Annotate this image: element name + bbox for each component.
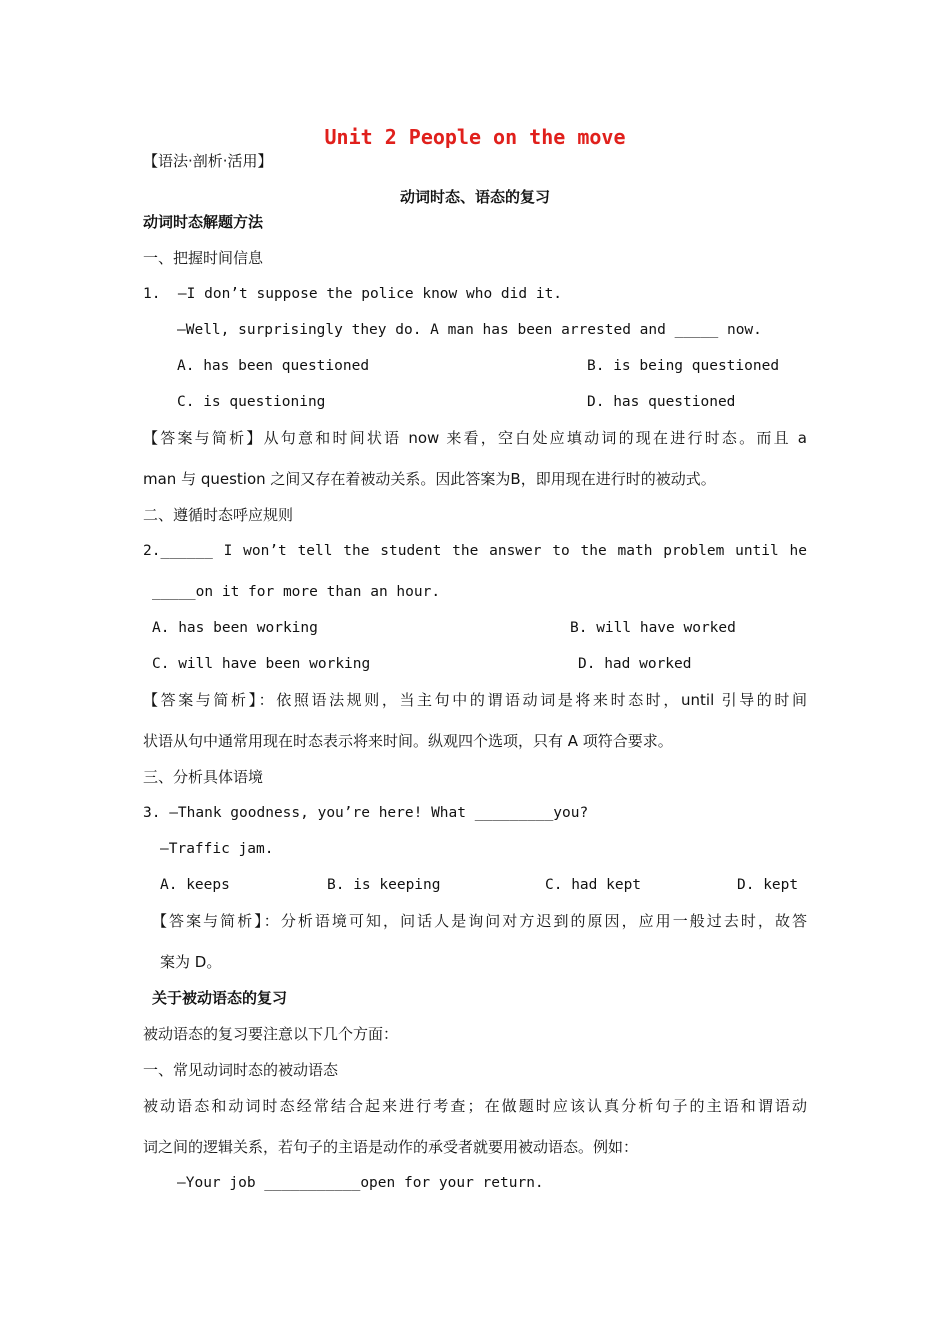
question-1-line-2: —Well, surprisingly they do. A man has been arrested and _____ now. <box>177 322 762 338</box>
part2-heading: 二、遵循时态呼应规则 <box>143 506 294 524</box>
passive-paragraph-line-2: 词之间的逻辑关系，若句子的主语是动作的承受者就要用被动语态。例如： <box>143 1138 639 1156</box>
document-title: Unit 2 People on the move <box>324 125 626 149</box>
tense-heading: 动词时态解题方法 <box>143 213 264 231</box>
question-3-line-2: —Traffic jam. <box>160 841 274 857</box>
question-3-answer-line-2: 案为 D。 <box>160 953 222 971</box>
question-2-line-1: 2.______ I won’t tell the student the answer to the math problem until he <box>143 543 807 559</box>
question-2-answer-line-2: 状语从句中通常用现在时态表示将来时间。纵观四个选项，只有 A 项符合要求。 <box>143 732 673 750</box>
question-2-line-2: _____on it for more than an hour. <box>152 584 441 600</box>
question-3-option-c: C. had kept <box>545 877 642 893</box>
question-1-answer-line-2: man 与 question 之间又存在着被动关系。因此答案为B，即用现在进行时的被动式。 <box>143 470 716 488</box>
passive-paragraph-line-1: 被动语态和动词时态经常结合起来进行考查；在做题时应该认真分析句子的主语和谓语动 <box>143 1097 807 1115</box>
question-1-line-1: 1. —I don’t suppose the police know who did it. <box>143 286 563 302</box>
question-1-option-d: D. has questioned <box>587 394 736 410</box>
question-2-option-a: A. has been working <box>152 620 318 636</box>
passive-example: —Your job ___________open for your return. <box>177 1175 544 1191</box>
question-2-option-b: B. will have worked <box>570 620 736 636</box>
question-3-answer-line-1: 【答案与简析】：分析语境可知，问话人是询问对方迟到的原因，应用一般过去时，故答 <box>152 912 807 930</box>
question-1-option-b: B. is being questioned <box>587 358 780 374</box>
question-1-option-a: A. has been questioned <box>177 358 370 374</box>
passive-heading: 关于被动语态的复习 <box>152 989 288 1007</box>
passive-intro: 被动语态的复习要注意以下几个方面： <box>143 1025 399 1043</box>
question-2-option-c: C. will have been working <box>152 656 371 672</box>
section-heading: 动词时态、语态的复习 <box>399 188 550 206</box>
section-tag: 【语法·剖析·活用】 <box>143 152 273 170</box>
question-1-option-c: C. is questioning <box>177 394 326 410</box>
question-3-option-a: A. keeps <box>160 877 230 893</box>
part3-heading: 三、分析具体语境 <box>143 768 264 786</box>
question-3-line-1: 3. —Thank goodness, you’re here! What _________you? <box>143 805 589 821</box>
question-1-answer-line-1: 【答案与简析】从句意和时间状语 now 来看，空白处应填动词的现在进行时态。而且 a <box>143 429 807 447</box>
question-2-answer-line-1: 【答案与简析】：依照语法规则，当主句中的谓语动词是将来时态时，until 引导的时间 <box>143 691 807 709</box>
question-3-option-d: D. kept <box>737 877 799 893</box>
question-3-option-b: B. is keeping <box>327 877 441 893</box>
passive-sub-heading: 一、常见动词时态的被动语态 <box>143 1061 339 1079</box>
question-2-option-d: D. had worked <box>578 656 692 672</box>
part1-heading: 一、把握时间信息 <box>143 249 264 267</box>
